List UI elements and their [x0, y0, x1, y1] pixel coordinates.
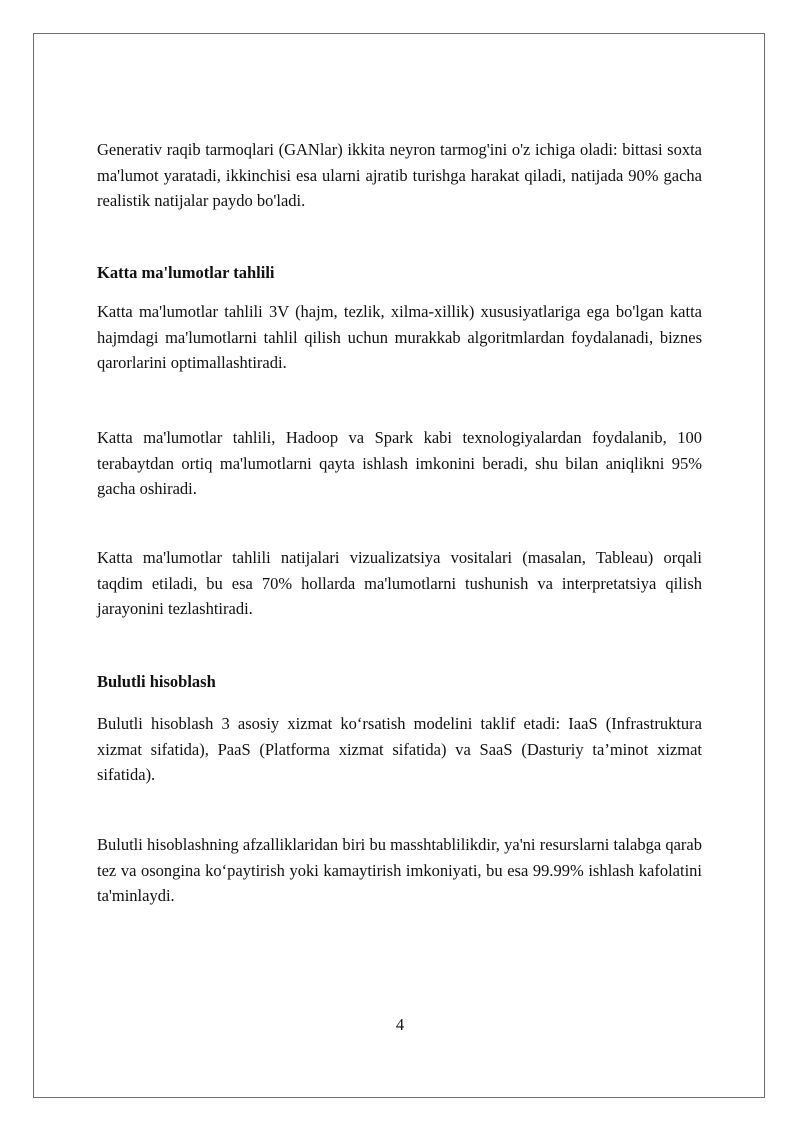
paragraph-cloud-2: Bulutli hisoblashning afzalliklaridan biri bu masshtablilikdir, ya'ni resurslarni talabga qarab tez va osongina ko‘paytirish yoki kamaytirish imkoniyati, bu esa 99.99% ishlash kafolatini ta'minlaydi. — [97, 835, 702, 905]
heading-big-data: Katta ma'lumotlar tahlili — [97, 263, 275, 282]
paragraph-big-data-2: Katta ma'lumotlar tahlili, Hadoop va Spark kabi texnologiyalardan foydalanib, 100 terabaytdan ortiq ma'lumotlarni qayta ishlash imkonini beradi, shu bilan aniqlikni 95% gacha oshiradi. — [97, 428, 702, 498]
page-number: 4 — [395, 1015, 405, 1034]
paragraph-gan: Generativ raqib tarmoqlari (GANlar) ikkita neyron tarmog'ini o'z ichiga oladi: bittasi soxta ma'lumot yaratadi, ikkinchisi esa ularni ajratib turishga harakat qiladi, natijada 90% gacha realistik natijalar paydo bo'ladi. — [97, 140, 702, 210]
heading-cloud: Bulutli hisoblash — [97, 672, 216, 691]
paragraph-big-data-1: Katta ma'lumotlar tahlili 3V (hajm, tezlik, xilma-xillik) xususiyatlariga ega bo'lgan katta hajmdagi ma'lumotlarni tahlil qilish uchun murakkab algoritmlardan foydalanadi, biznes qarorlarini optimallashtiradi. — [97, 302, 702, 372]
paragraph-cloud-1: Bulutli hisoblash 3 asosiy xizmat ko‘rsatish modelini taklif etadi: IaaS (Infrastruktura xizmat sifatida), PaaS (Platforma xizmat sifatida) va SaaS (Dasturiy ta’minot xizmat sifatida). — [97, 714, 702, 784]
paragraph-big-data-3: Katta ma'lumotlar tahlili natijalari vizualizatsiya vositalari (masalan, Tableau) orqali taqdim etiladi, bu esa 70% hollarda ma'lumotlarni tushunish va interpretatsiya qilish jarayonini tezlashtiradi. — [97, 548, 702, 618]
